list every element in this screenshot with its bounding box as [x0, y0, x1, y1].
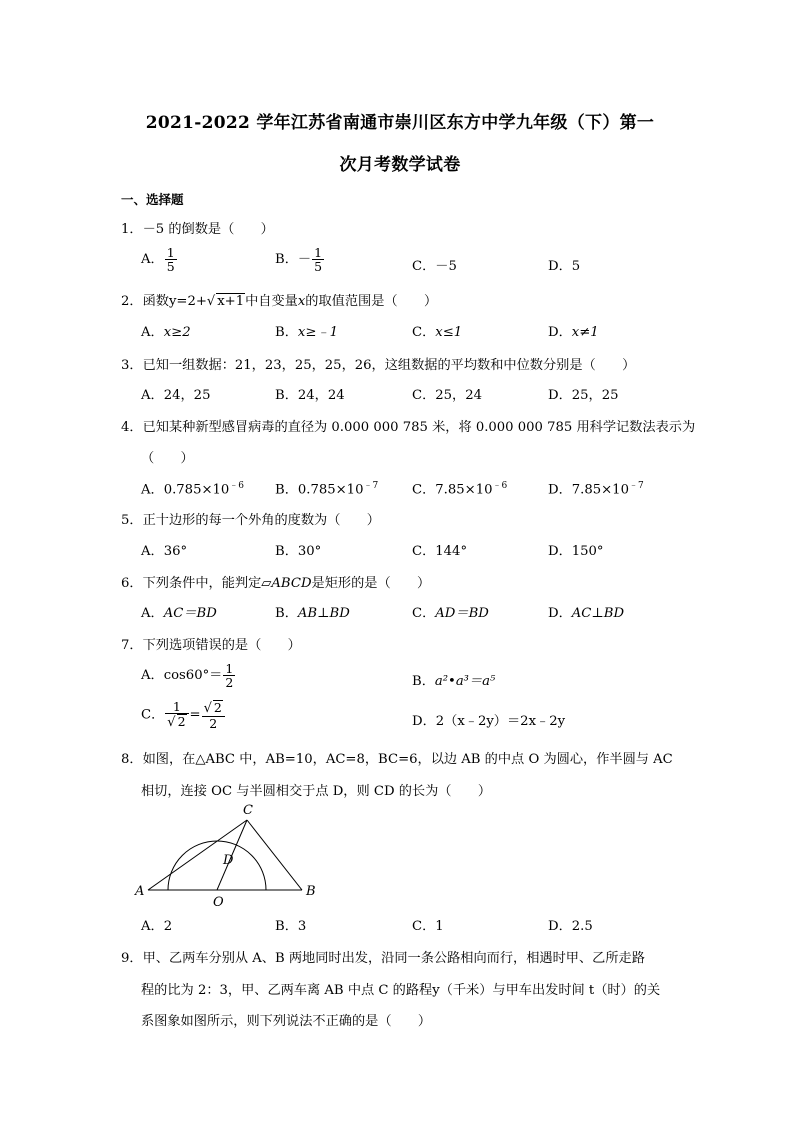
question-7-option-d: D．2（x﹣2y）＝2x﹣2y [412, 714, 566, 729]
question-2-option-c: C．x≤1 [412, 325, 463, 340]
question-1-stem: 1．－5 的倒数是（ ） [121, 222, 274, 237]
fraction: $\frac{√ 2}{2}$ [202, 700, 225, 730]
exam-title-line1: 2021-2022 学年江苏省南通市崇川区东方中学九年级（下）第一 [145, 113, 655, 133]
question-9-stem-line1: 9．甲、乙两车分别从 A、B 两地同时出发，沿同一条公路相向而行，相遇时甲、乙所走路 [121, 951, 645, 966]
question-8-option-a: A．2 [141, 919, 173, 934]
question-8-option-d: D．2.5 [548, 919, 593, 934]
question-5-option-a: A．36° [141, 544, 188, 559]
question-6-option-a: A．AC＝BD [141, 606, 217, 621]
question-3-stem: 3．已知一组数据：21，23，25，25，26，这组数据的平均数和中位数分别是（ ） [121, 358, 636, 373]
segment-bc [247, 820, 302, 890]
question-7-option-a: A．cos60°＝ $\frac{1}{2}$ [141, 661, 234, 691]
question-4-option-a: A．$0.785\times 10^{﹣6}$ [141, 481, 245, 498]
question-8-stem-line2: 相切，连接 OC 与半圆相交于点 D，则 CD 的长为（ ） [141, 784, 492, 799]
question-7-option-c: C． $\frac{1}{√ 2}$ = $\frac{√ 2}{2}$ [141, 700, 226, 730]
label-b: B [306, 884, 316, 899]
question-6-option-c: C．AD＝BD [412, 606, 489, 621]
question-8-stem-line1: 8．如图，在△ABC 中，AB=10，AC=8，BC=6，以边 AB 的中点 O 为圆心，作半圆与 AC [121, 752, 673, 767]
question-2-option-d: D．x≠1 [548, 325, 599, 340]
question-5-option-b: B．30° [275, 544, 322, 559]
question-4-stem: 4．已知某种新型感冒病毒的直径为 0.000 000 785 米，将 0.000 000 785 用科学记数法表示为 [121, 420, 696, 435]
question-1-option-a: A． $\frac{1}{5}$ [141, 245, 175, 275]
question-2-stem: 2．函数y=2+√ x+1中自变量x的取值范围是（ ） [121, 294, 438, 309]
question-3-option-c: C．25，24 [412, 388, 483, 403]
question-4-option-b: B．$0.785\times 10^{﹣7}$ [275, 481, 379, 498]
question-7-option-b: B．a²•a³＝a⁵ [412, 674, 496, 689]
section-heading-multiple-choice: 一、选择题 [121, 192, 184, 207]
question-5-stem: 5．正十边形的每一个外角的度数为（ ） [121, 513, 380, 528]
question-5-option-c: C．144° [412, 544, 468, 559]
question-3-option-d: D．25，25 [548, 388, 619, 403]
label-c: C [243, 803, 253, 818]
question-1-option-b: B．－ $\frac{1}{5}$ [275, 245, 323, 275]
question-5-option-d: D．150° [548, 544, 604, 559]
question-7-stem: 7．下列选项错误的是（ ） [121, 638, 301, 653]
fraction: $\frac{1}{5}$ [166, 245, 175, 275]
fraction: $\frac{1}{5}$ [314, 245, 323, 275]
triangle-semicircle-figure [130, 798, 330, 908]
question-3-option-b: B．24，24 [275, 388, 345, 403]
label-a: A [135, 884, 145, 899]
question-8-option-c: C．1 [412, 919, 444, 934]
question-9-stem-line3: 系图象如图所示，则下列说法不正确的是（ ） [141, 1014, 432, 1029]
question-6-option-b: B．AB⊥BD [275, 606, 350, 621]
question-1-option-d: D．5 [548, 259, 581, 274]
question-8-option-b: B．3 [275, 919, 307, 934]
question-4-option-d: D．$7.85\times 10^{﹣7}$ [548, 481, 644, 498]
exam-title-line2: 次月考数学试卷 [339, 155, 461, 175]
question-9-stem-line2: 程的比为 2：3，甲、乙两车离 AB 中点 C 的路程y（千米）与甲车出发时间 t（时）的关 [141, 983, 661, 998]
square-root: x+1 [217, 294, 245, 309]
question-6-option-d: D．AC⊥BD [548, 606, 625, 621]
question-4-stem-continued: （ ） [141, 451, 194, 466]
question-6-stem: 6．下列条件中，能判定▱ABCD是矩形的是（ ） [121, 576, 431, 591]
question-4-option-c: C．$7.85\times 10^{﹣6}$ [412, 481, 508, 498]
fraction: $\frac{1}{2}$ [225, 661, 234, 691]
question-2-option-b: B．x≥﹣1 [275, 325, 338, 340]
label-o: O [213, 895, 224, 908]
question-2-option-a: A．x≥2 [141, 325, 191, 340]
label-d: D [223, 853, 234, 868]
fraction: $\frac{1}{√ 2}$ [165, 700, 188, 730]
question-1-option-c: C．－5 [412, 259, 457, 274]
question-3-option-a: A．24，25 [141, 388, 211, 403]
